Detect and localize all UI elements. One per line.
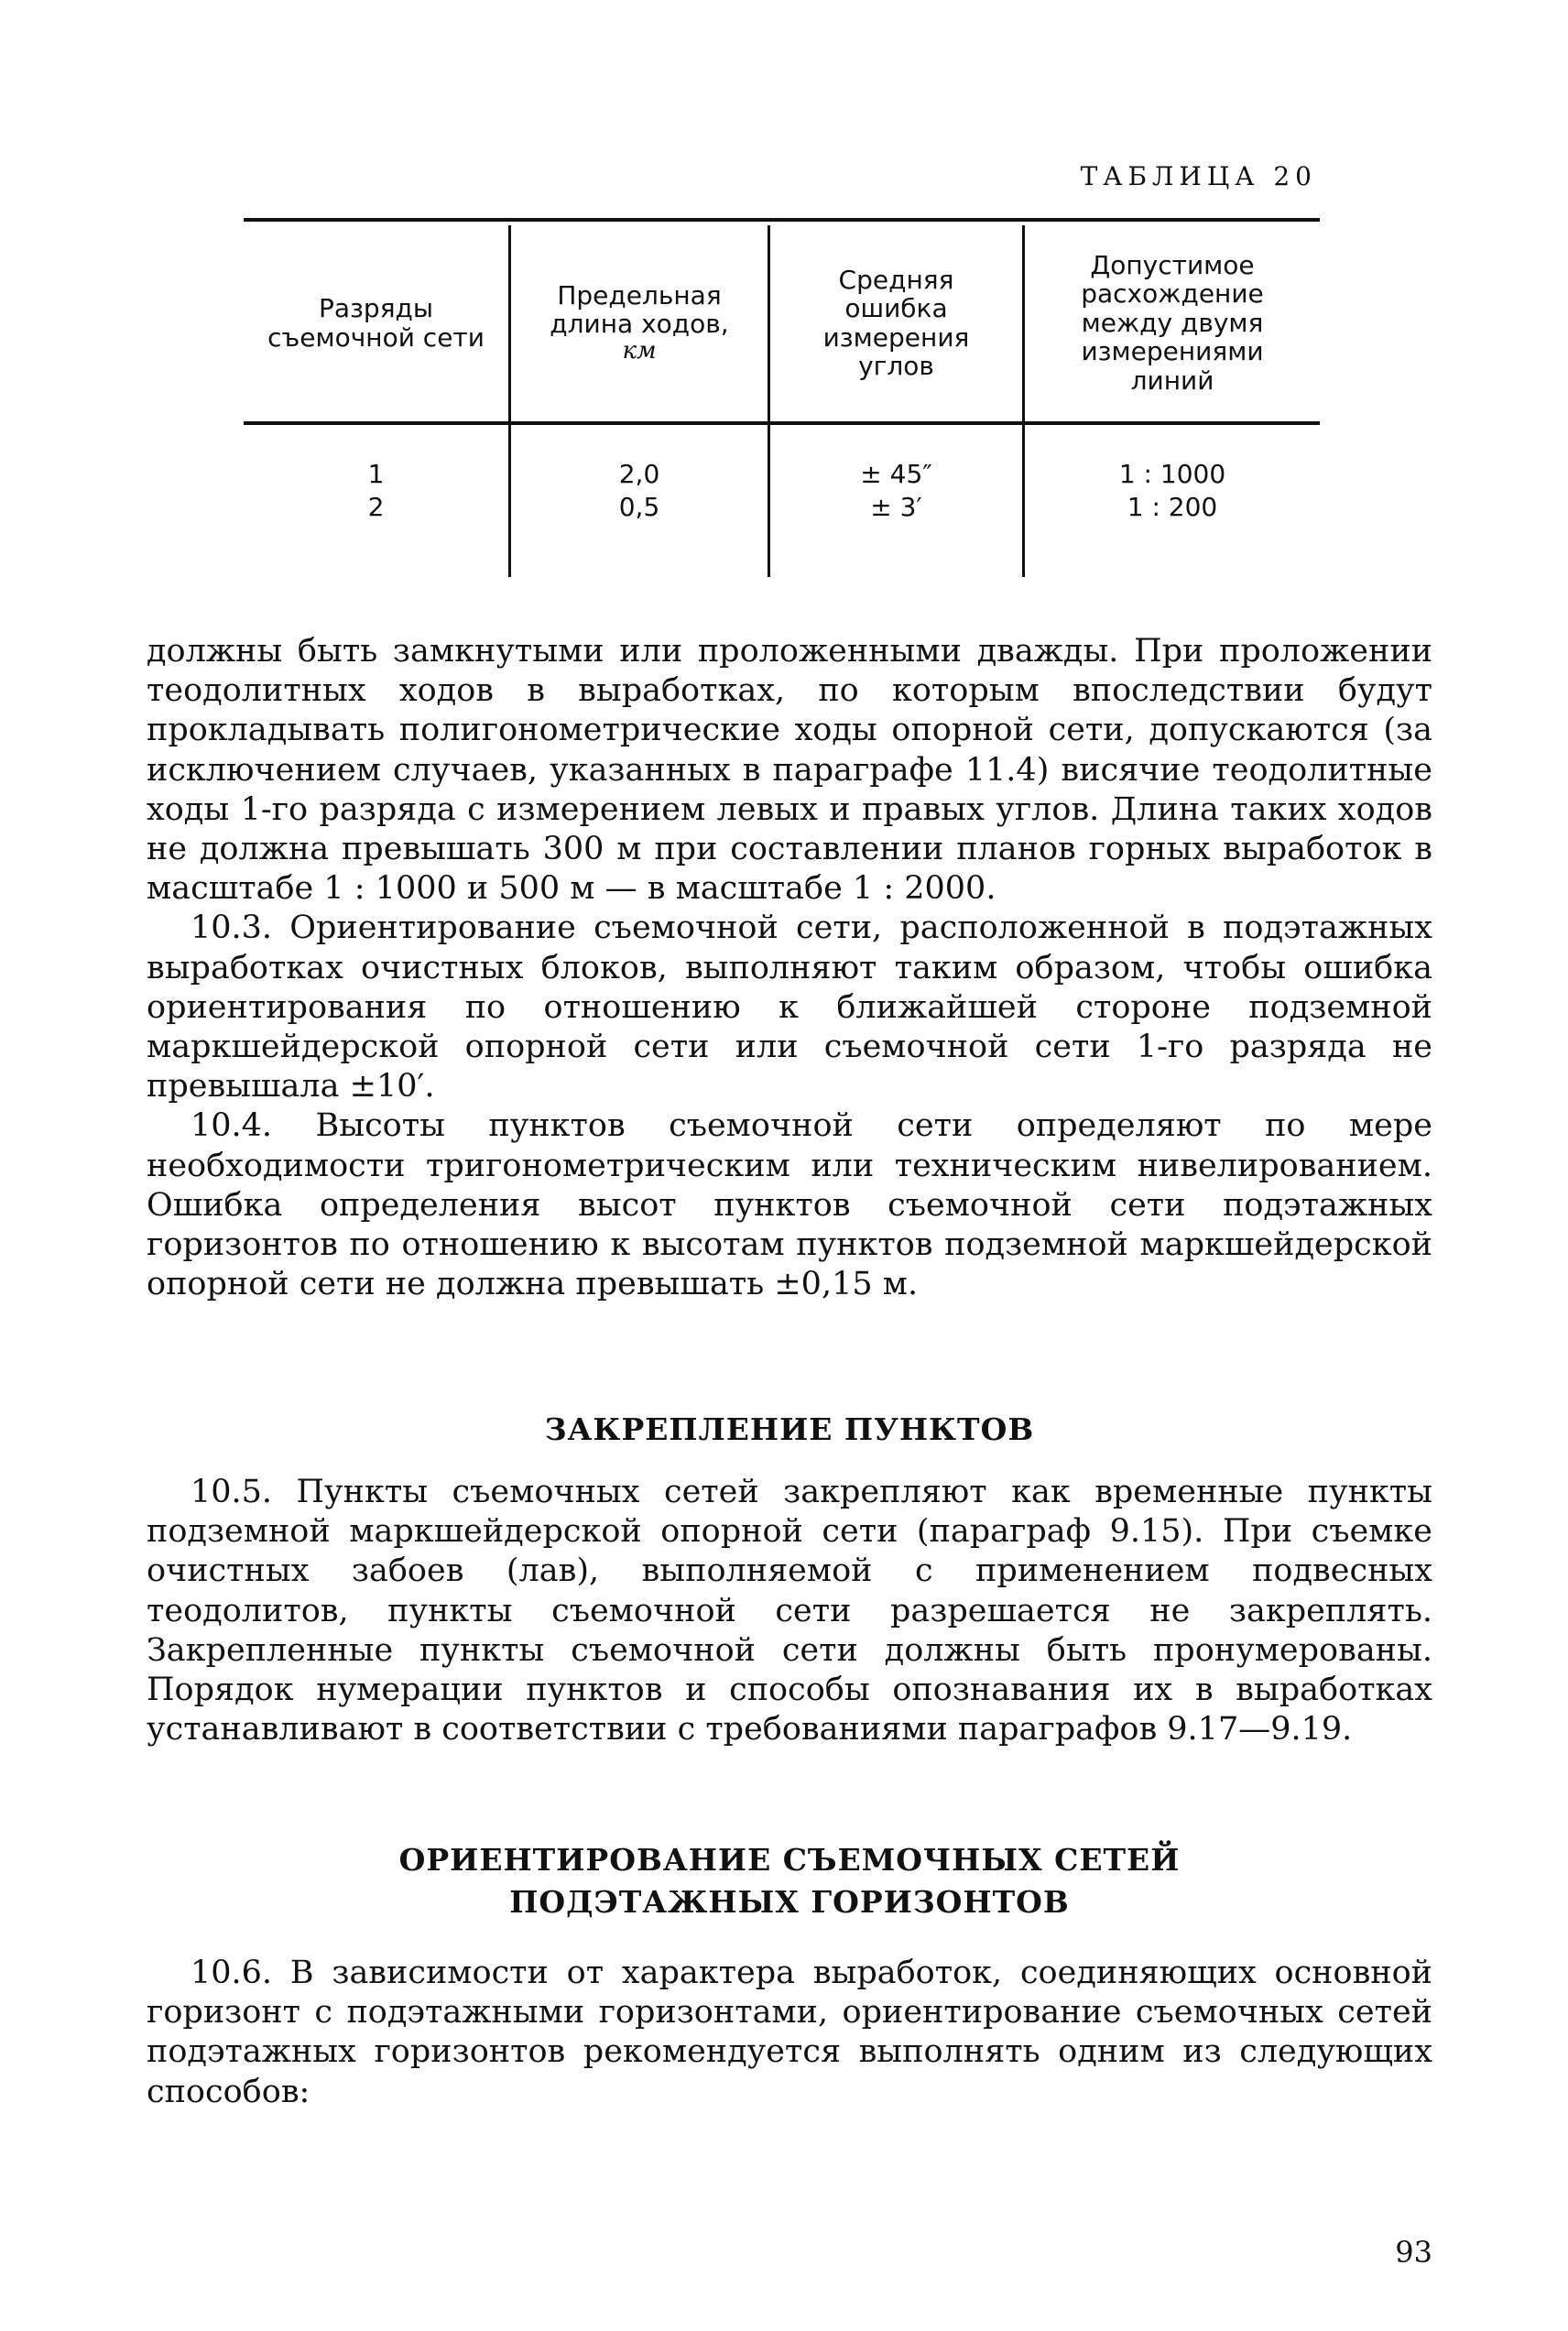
table-column-angle-error bbox=[770, 458, 1022, 524]
table-cell: 1 : 1000 bbox=[1118, 459, 1226, 489]
text-block-3 bbox=[147, 1954, 1432, 2112]
table-20 bbox=[244, 218, 1320, 577]
text-block-1 bbox=[147, 632, 1432, 1304]
header-max-length: Предельная длина ходов, км bbox=[550, 279, 729, 365]
table-cell: 0,5 bbox=[618, 492, 660, 522]
header-ranks: Разряды съемочной сети bbox=[267, 293, 485, 353]
paragraph-continued: должны быть замкнутыми или проложенными дважды. При проложении теодолитных ходов в выработках, по которым впоследствии будут прокладывать полигонометрические ходы опорной сети, допускаются (за исключением случаев, указанных в параграфе 11.4) висячие теодолитные ходы 1-го разряда с измерением левых и правых углов. Длина таких ходов не должна превышать 300 м при составлении планов горных выработок в масштабе 1 : 1000 и 500 м — в масштабе 1 : 2000. bbox=[147, 633, 1432, 908]
section-heading-fixing-points: ЗАКРЕПЛЕНИЕ ПУНКТОВ bbox=[544, 1411, 1035, 1447]
table-cell: 2 bbox=[367, 492, 385, 522]
table-caption: ТАБЛИЦА 20 bbox=[1080, 161, 1317, 191]
paragraph-10-5: 10.5. Пункты съемочных сетей закрепляют как временные пункты подземной маркшейдерской опорной сети (параграф 9.15). При съемке очистных забоев (лав), выполняемой с применением подвесных теодолитов, пункты съемочной сети разрешается не закреплять. Закрепленные пункты съемочной сети должны быть пронумерованы. Порядок нумерации пунктов и способы опознавания их в выработках устанавливают в соответствии с требованиями параграфов 9.17—9.19. bbox=[147, 1474, 1432, 1748]
table-cell: 2,0 bbox=[618, 459, 660, 489]
table-cell: 1 bbox=[367, 459, 385, 489]
heading-line: ОРИЕНТИРОВАНИЕ СЪЕМОЧНЫХ СЕТЕЙ bbox=[398, 1842, 1181, 1878]
section-heading-orientation bbox=[147, 1839, 1432, 1923]
paragraph-10-6: 10.6. В зависимости от характера выработок, соединяющих основной горизонт с подэтажными горизонтами, ориентирование съемочных сетей подэтажных горизонтов рекомендуется выполнять одним из следующих способов: bbox=[147, 1955, 1432, 2110]
paragraph-10-3: 10.3. Ориентирование съемочной сети, расположенной в подэтажных выработках очистных блоков, выполняют таким образом, чтобы ошибка ориентирования по отношению к ближайшей стороне подземной маркшейдерской опорной сети или съемочной сети 1-го разряда не превышала ±10′. bbox=[147, 910, 1432, 1106]
paragraph-10-4: 10.4. Высоты пунктов съемочной сети определяют по мере необходимости тригонометрическим или техническим нивелированием. Ошибка определения высот пунктов съемочной сети подэтажных горизонтов по отношению к высотам пунктов подземной маркшейдерской опорной сети не должна превышать ±0,15 м. bbox=[147, 1107, 1432, 1303]
page-number: 93 bbox=[1395, 2235, 1432, 2270]
table-cell: ± 3′ bbox=[870, 492, 922, 522]
table-top-rule bbox=[244, 218, 1320, 222]
table-cell: ± 45″ bbox=[860, 459, 932, 489]
table-column-ranks bbox=[244, 458, 508, 524]
header-discrepancy: Допустимое расхождение между двумя измерениями линий bbox=[1081, 250, 1264, 396]
table-header-rule bbox=[244, 421, 1320, 425]
header-angle-error: Средняя ошибка измерения углов bbox=[822, 264, 970, 381]
table-cell: 1 : 200 bbox=[1127, 492, 1218, 522]
table-column-length bbox=[511, 458, 768, 524]
text-block-2 bbox=[147, 1473, 1432, 1749]
heading-line: ПОДЭТАЖНЫХ ГОРИЗОНТОВ bbox=[509, 1884, 1070, 1920]
table-column-discrepancy bbox=[1025, 458, 1320, 524]
